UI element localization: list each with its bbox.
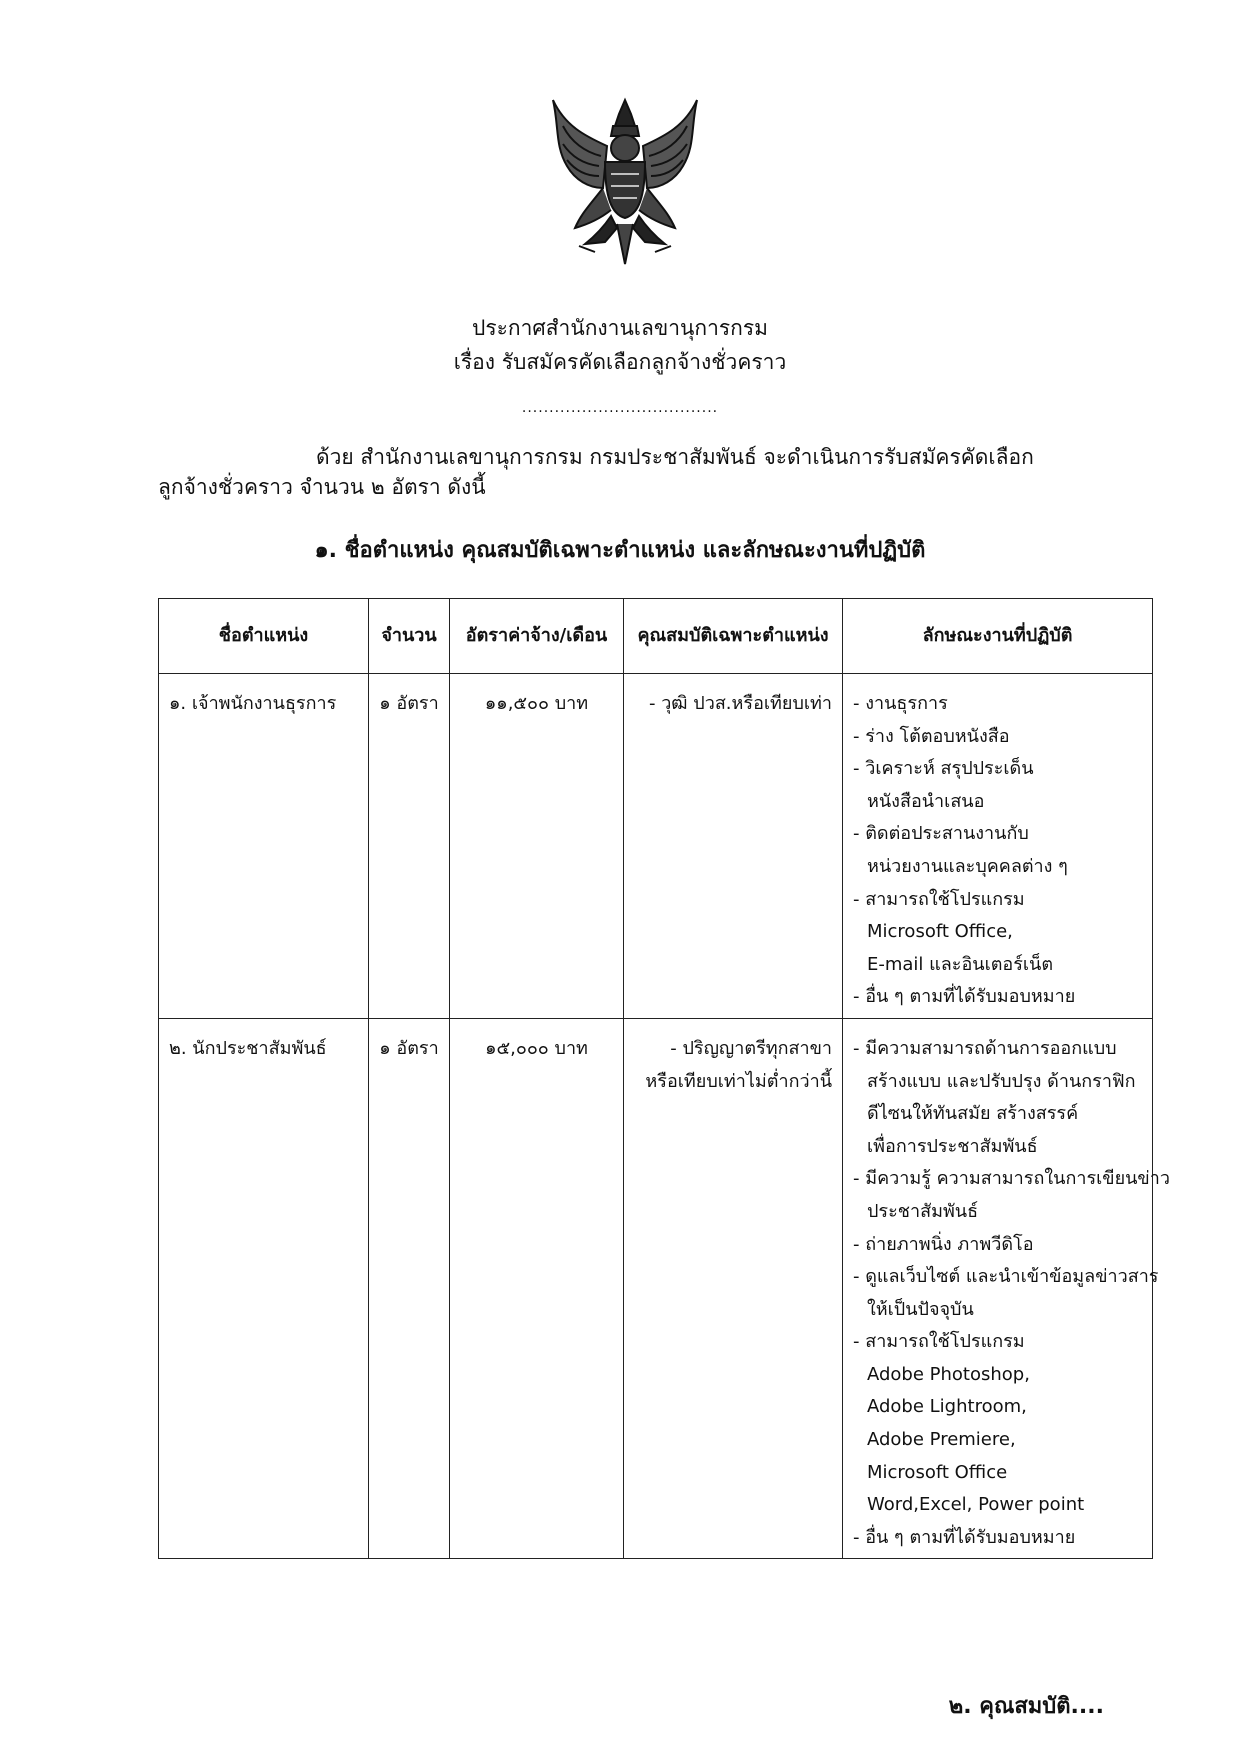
duty-line: ให้เป็นปัจจุบัน <box>867 1298 974 1320</box>
table-row <box>159 674 1153 1019</box>
duty-line: - สามารถใช้โปรแกรม <box>853 888 1025 910</box>
position-duties <box>843 1018 1170 1559</box>
duty-line: Microsoft Office, <box>867 921 1013 943</box>
qualification-line: หรือเทียบเท่าไม่ต่ำกว่านี้ <box>645 1070 832 1092</box>
duty-line: - มีความสามารถด้านการออกแบบ <box>853 1037 1117 1059</box>
duty-line: Adobe Photoshop, <box>867 1363 1030 1385</box>
position-count: ๑ อัตรา <box>369 1018 450 1559</box>
position-name: ๑. เจ้าพนักงานธุรการ <box>159 674 369 1019</box>
positions-table <box>158 598 1170 1559</box>
duty-line: E-mail และอินเตอร์เน็ต <box>867 953 1054 975</box>
duty-line: ประชาสัมพันธ์ <box>867 1200 979 1222</box>
qualification-line: - ปริญญาตรีทุกสาขา <box>670 1037 832 1059</box>
duty-line: - งานธุรการ <box>853 693 948 714</box>
position-duties <box>843 674 1153 1019</box>
duty-line: Word,Excel, Power point <box>867 1494 1085 1516</box>
duty-line: - มีความรู้ ความสามารถในการเขียนข่าว <box>853 1168 1170 1190</box>
position-name: ๒. นักประชาสัมพันธ์ <box>159 1018 369 1559</box>
qualification-line: - วุฒิ ปวส.หรือเทียบเท่า <box>648 693 832 714</box>
duty-line: สร้างแบบ และปรับปรุง ด้านกราฟิก <box>867 1070 1136 1092</box>
duty-line: - วิเคราะห์ สรุปประเด็น <box>853 758 1034 780</box>
header-salary: อัตราค่าจ้าง/เดือน <box>450 599 624 674</box>
announcement-title: ประกาศสำนักงานเลขานุการกรม <box>472 316 768 340</box>
duty-line: - ร่าง โต้ตอบหนังสือ <box>853 725 1010 747</box>
garuda-emblem-icon <box>545 96 705 268</box>
duty-line: - อื่น ๆ ตามที่ได้รับมอบหมาย <box>853 986 1076 1008</box>
duty-line: - ถ่ายภาพนิ่ง ภาพวีดิโอ <box>853 1233 1034 1255</box>
duty-line: หน่วยงานและบุคคลต่าง ๆ <box>867 855 1068 877</box>
position-salary: ๑๑,๕๐๐ บาท <box>450 674 624 1019</box>
position-count: ๑ อัตรา <box>369 674 450 1019</box>
header-qualification: คุณสมบัติเฉพาะตำแหน่ง <box>624 599 843 674</box>
duty-line: - อื่น ๆ ตามที่ได้รับมอบหมาย <box>853 1526 1076 1548</box>
title-separator: .................................... <box>521 400 719 416</box>
duty-line: Microsoft Office <box>867 1461 1008 1483</box>
position-qualification <box>624 1018 843 1559</box>
intro-line-1: ด้วย สำนักงานเลขานุการกรม กรมประชาสัมพันธ์ จะดำเนินการรับสมัครคัดเลือก <box>316 445 1034 469</box>
duty-line: - สามารถใช้โปรแกรม <box>853 1331 1025 1353</box>
duty-line: Adobe Lightroom, <box>867 1396 1027 1418</box>
duty-line: ดีไซนให้ทันสมัย สร้างสรรค์ <box>867 1103 1079 1125</box>
next-page-continuation: ๒. คุณสมบัติ.... <box>948 1694 1104 1719</box>
duty-line: เพื่อการประชาสัมพันธ์ <box>867 1135 1038 1157</box>
section-heading: ๑. ชื่อตำแหน่ง คุณสมบัติเฉพาะตำแหน่ง และลักษณะงานที่ปฏิบัติ <box>314 538 926 563</box>
intro-paragraph <box>158 442 1118 502</box>
position-qualification <box>624 674 843 1019</box>
position-salary: ๑๕,๐๐๐ บาท <box>450 1018 624 1559</box>
header-position: ชื่อตำแหน่ง <box>159 599 369 674</box>
table-header-row <box>159 599 1153 674</box>
duty-line: หนังสือนำเสนอ <box>867 790 985 812</box>
intro-line-2: ลูกจ้างชั่วคราว จำนวน ๒ อัตรา ดังนี้ <box>158 475 486 499</box>
duty-line: - ติดต่อประสานงานกับ <box>853 823 1029 845</box>
duty-line: Adobe Premiere, <box>867 1429 1016 1451</box>
header-duties: ลักษณะงานที่ปฏิบัติ <box>843 599 1153 674</box>
duty-line: - ดูแลเว็บไซต์ และนำเข้าข้อมูลข่าวสาร <box>853 1266 1159 1288</box>
header-count: จำนวน <box>369 599 450 674</box>
table-row <box>159 1018 1153 1559</box>
announcement-subject: เรื่อง รับสมัครคัดเลือกลูกจ้างชั่วคราว <box>453 350 787 374</box>
